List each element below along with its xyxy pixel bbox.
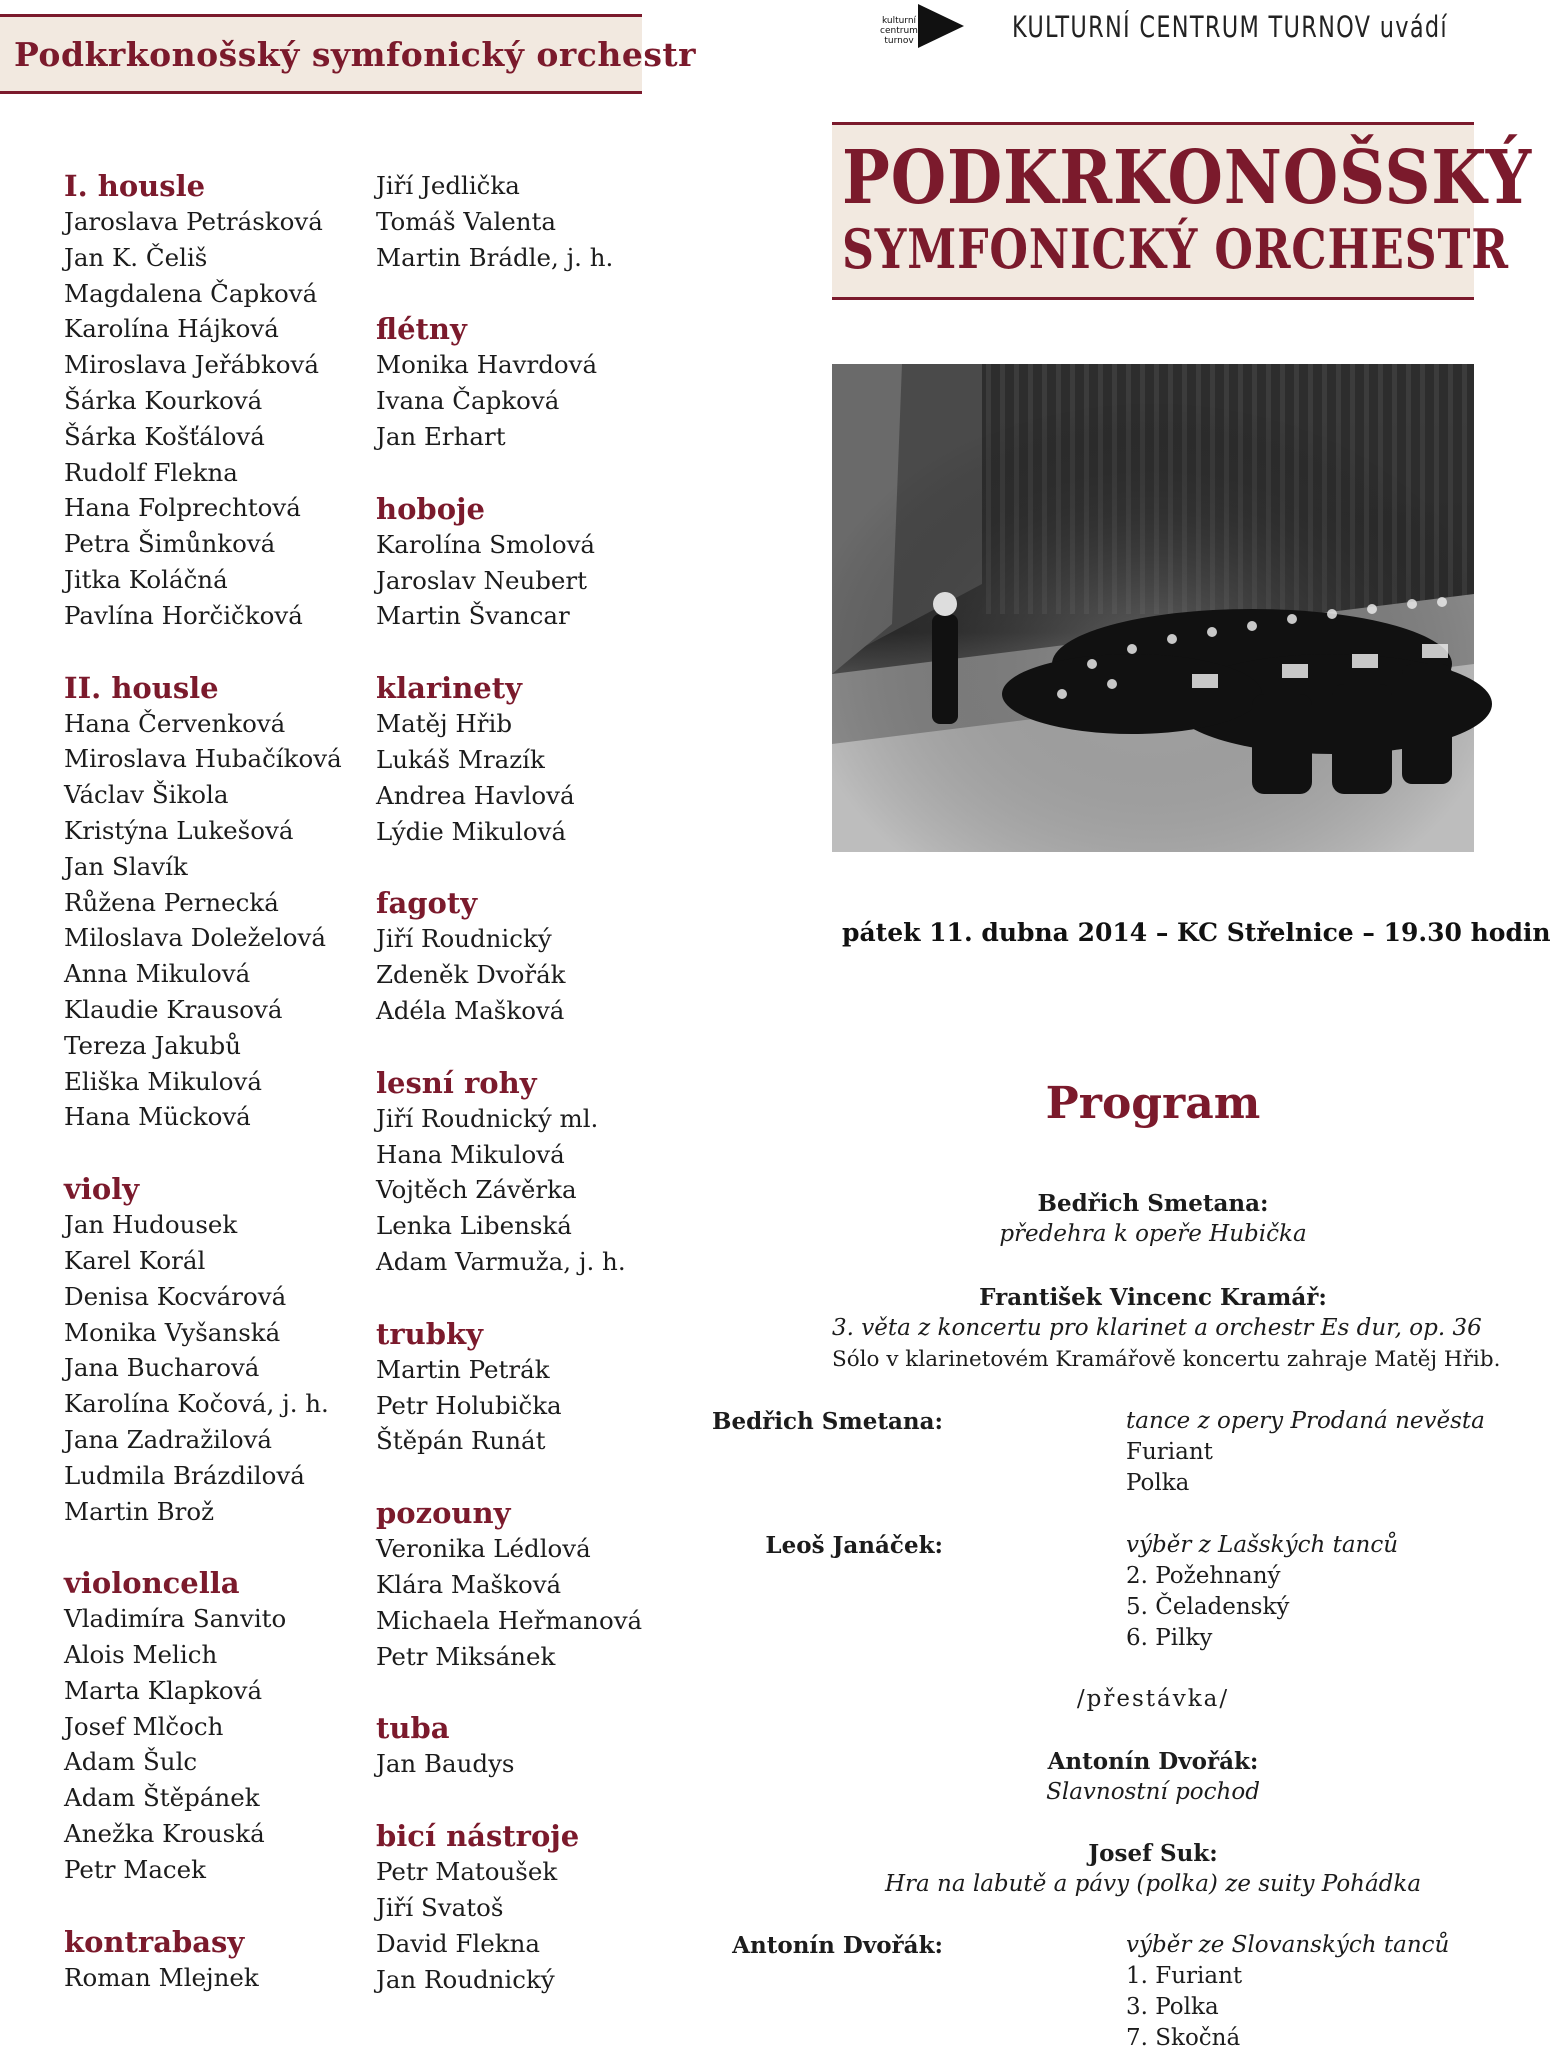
work: tance z opery Prodaná nevěsta (1126, 1408, 1485, 1434)
member: Ivana Čapková (376, 386, 560, 416)
member: Jan K. Čeliš (64, 242, 208, 272)
section-title: tuba (376, 1711, 450, 1746)
intermission (832, 1684, 1474, 1715)
member: Petr Holubička (376, 1390, 562, 1420)
member: Vladimíra Sanvito (64, 1604, 287, 1634)
member: Hana Folprechtová (64, 493, 301, 523)
event-date-line: pátek 11. dubna 2014 – KC Střelnice – 19.30 hodin (842, 918, 1551, 947)
work: 3. věta z koncertu pro klarinet a orchestr Es dur, op. 36 (832, 1315, 1482, 1341)
title-line-2: SYMFONICKÝ ORCHESTR (842, 217, 1509, 281)
member: Miroslava Hubačíková (64, 744, 342, 774)
program-item-1 (832, 1188, 1474, 1250)
member: Jan Hudousek (64, 1210, 238, 1240)
section-title: lesní rohy (376, 1065, 537, 1100)
program-item-5 (832, 1746, 1474, 1808)
piece: Polka (1126, 1470, 1190, 1496)
piece: 3. Polka (1126, 1994, 1219, 2020)
member: Denisa Kocvárová (64, 1281, 287, 1311)
section-violin-1 (64, 168, 364, 634)
member: Jiří Jedlička (376, 171, 520, 200)
member: Růžena Pernecká (64, 887, 279, 917)
member: David Flekna (376, 1928, 540, 1958)
member: Šárka Košťálová (64, 421, 265, 451)
piece: Furiant (1126, 1439, 1213, 1465)
member: Hana Mikulová (376, 1139, 565, 1169)
work: předehra k opeře Hubička (999, 1221, 1307, 1247)
member: Ludmila Brázdilová (64, 1460, 305, 1490)
member: Kristýna Lukešová (64, 815, 294, 845)
member: Karolína Hájková (64, 314, 279, 344)
section-oboes (376, 491, 676, 634)
member: Jitka Koláčná (64, 564, 228, 594)
member: Martin Petrák (376, 1354, 550, 1384)
member: Karolína Smolová (376, 529, 596, 559)
presenter-line: KULTURNÍ CENTRUM TURNOV uvádí (1012, 10, 1448, 44)
member: Štěpán Runát (376, 1426, 546, 1456)
piece: 7. Skočná (1126, 2025, 1241, 2051)
piece: 1. Furiant (1126, 1963, 1243, 1989)
member: Matěj Hřib (376, 709, 513, 739)
section-violin-2 (64, 670, 364, 1136)
member: Jan Slavík (64, 851, 188, 881)
member: Zdeněk Dvořák (376, 960, 566, 990)
member: Martin Brož (64, 1496, 215, 1526)
section-horns (376, 1065, 676, 1280)
composer: Josef Suk: (1088, 1840, 1218, 1867)
section-title: trubky (376, 1316, 483, 1351)
section-tuba (376, 1710, 676, 1782)
member: Monika Vyšanská (64, 1317, 281, 1347)
work: výběr z Lašských tanců (1126, 1532, 1399, 1558)
member: Tereza Jakubů (64, 1030, 241, 1060)
member: Hana Červenková (64, 708, 286, 738)
member: Miloslava Doleželová (64, 923, 326, 953)
composer: Antonín Dvořák: (732, 1932, 943, 1959)
member: Klára Mašková (376, 1569, 562, 1599)
section-title: bicí nástroje (376, 1819, 580, 1854)
member: Anna Mikulová (64, 959, 251, 989)
member: Jan Roudnický (376, 1964, 555, 1994)
member: Jan Erhart (376, 421, 506, 451)
concert-title-box (832, 122, 1533, 300)
roster-column-right (376, 168, 676, 1997)
intermission-label: /přestávka/ (1076, 1686, 1230, 1712)
soloist-note: Sólo v klarinetovém Kramářově koncertu zahraje Matěj Hřib. (832, 1347, 1501, 1372)
program-item-6 (832, 1838, 1474, 1900)
member: Eliška Mikulová (64, 1066, 262, 1096)
member: Martin Brádle, j. h. (376, 242, 614, 272)
section-cellos (64, 1565, 364, 1887)
member: Roman Mlejnek (64, 1962, 259, 1992)
section-violin-1-continued (376, 168, 676, 275)
member: Lýdie Mikulová (376, 816, 567, 846)
section-title: violy (64, 1172, 140, 1207)
member: Jana Bucharová (64, 1353, 260, 1383)
member: Jan Baudys (376, 1749, 515, 1779)
member: Vojtěch Závěrka (376, 1175, 577, 1205)
section-title: fagoty (376, 886, 478, 921)
member: Petr Miksánek (376, 1641, 556, 1671)
member: Karel Korál (64, 1245, 206, 1275)
composer: Bedřich Smetana: (712, 1408, 943, 1435)
section-title: klarinety (376, 671, 522, 706)
section-trombones (376, 1495, 676, 1674)
banner-title: Podkrkonošský symfonický orchestr (14, 35, 697, 74)
section-title: flétny (376, 312, 467, 347)
member: Michaela Heřmanová (376, 1605, 643, 1635)
logo-flag-icon (918, 4, 964, 48)
member: Martin Švancar (376, 601, 570, 631)
composer: František Vincenc Kramář: (979, 1284, 1327, 1311)
section-percussion (376, 1818, 676, 1997)
member: Lenka Libenská (376, 1211, 572, 1241)
section-clarinets (376, 670, 676, 849)
member: Petr Matoušek (376, 1857, 558, 1887)
piece: 6. Pilky (1126, 1625, 1213, 1651)
member: Josef Mlčoch (64, 1711, 224, 1741)
member: Jiří Svatoš (376, 1892, 504, 1922)
member: Adéla Mašková (376, 995, 565, 1025)
member: Jaroslava Petrásková (64, 207, 323, 236)
header-banner (0, 14, 697, 94)
composer: Bedřich Smetana: (1037, 1190, 1269, 1217)
section-flutes (376, 311, 676, 454)
kc-turnov-logo (874, 4, 970, 52)
title-line-1: PODKRKONOŠSKÝ (842, 135, 1533, 221)
member: Jana Zadražilová (64, 1424, 273, 1454)
section-double-basses (64, 1924, 364, 1996)
member: Anežka Krouská (64, 1819, 265, 1849)
work: Hra na labutě a pávy (polka) ze suity Pohádka (884, 1871, 1422, 1897)
member: Jiří Roudnický ml. (376, 1103, 599, 1133)
roster-column-left (64, 168, 364, 1995)
section-title: pozouny (376, 1496, 511, 1531)
section-trumpets (376, 1316, 676, 1459)
piece: 5. Čeladenský (1126, 1594, 1290, 1620)
composer: Antonín Dvořák: (1047, 1748, 1259, 1775)
member: Monika Havrdová (376, 350, 598, 380)
member: Klaudie Krausová (64, 994, 283, 1024)
program-item-2 (832, 1282, 1501, 1375)
orchestra-photo (832, 364, 1474, 852)
member: Marta Klapková (64, 1675, 263, 1705)
piece: 2. Požehnaný (1126, 1563, 1281, 1589)
member: Adam Šulc (64, 1747, 198, 1777)
member: Lukáš Mrazík (376, 744, 545, 774)
member: Václav Šikola (64, 780, 229, 810)
member: Adam Varmuža, j. h. (376, 1246, 626, 1276)
work: výběr ze Slovanských tanců (1126, 1932, 1450, 1958)
composer: Leoš Janáček: (765, 1532, 943, 1559)
section-title: I. housle (64, 169, 206, 203)
member: Hana Mücková (64, 1102, 251, 1132)
member: Magdalena Čapková (64, 278, 318, 308)
member: Adam Štěpánek (64, 1783, 260, 1813)
member: Miroslava Jeřábková (64, 350, 320, 380)
section-title: violoncella (64, 1566, 240, 1601)
member: Karolína Kočová, j. h. (64, 1389, 329, 1419)
member: Jaroslav Neubert (376, 565, 587, 595)
member: Tomáš Valenta (376, 206, 557, 236)
member: Petra Šimůnková (64, 529, 276, 559)
member: Veronika Lédlová (376, 1534, 591, 1564)
section-title: kontrabasy (64, 1924, 245, 1959)
member: Šárka Kourková (64, 385, 263, 415)
program-heading: Program (1045, 1078, 1261, 1129)
member: Rudolf Flekna (64, 457, 238, 487)
member: Pavlína Horčičková (64, 600, 303, 630)
member: Andrea Havlová (376, 780, 575, 810)
member: Petr Macek (64, 1854, 206, 1884)
work: Slavnostní pochod (1046, 1779, 1260, 1805)
member: Alois Melich (64, 1640, 218, 1670)
logo-text: kulturní centrum turnov (880, 16, 918, 46)
member: Jiří Roudnický (376, 924, 552, 954)
section-title: hoboje (376, 491, 485, 526)
section-bassoons (376, 885, 676, 1028)
section-title: II. housle (64, 670, 219, 705)
section-violas (64, 1171, 364, 1529)
